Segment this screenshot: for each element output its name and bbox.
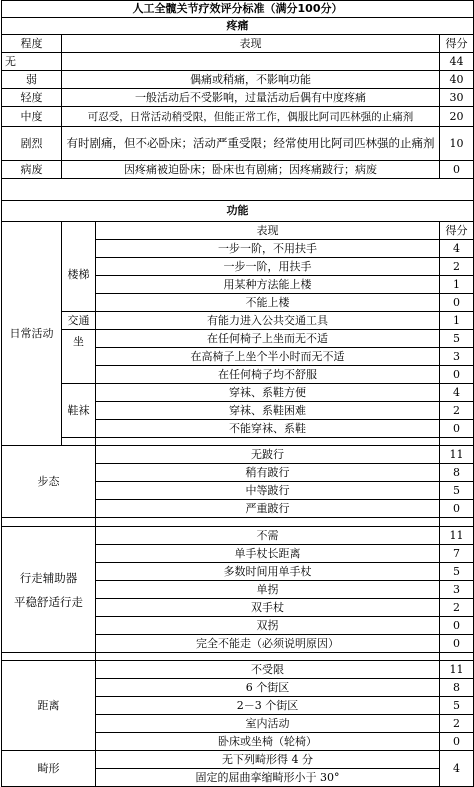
pain-score: 10	[440, 127, 474, 161]
item-desc: 固定的屈曲挛缩畸形小于 30°	[96, 769, 440, 787]
function-col-score: 得分	[440, 222, 474, 240]
gait-label: 步态	[2, 446, 96, 518]
item-desc: 穿袜、系鞋方便	[96, 384, 440, 402]
item-desc: 稍有跛行	[96, 464, 440, 482]
pain-desc: 偶痛或稍痛，不影响功能	[62, 71, 440, 89]
item-desc: 在任何椅子上坐而无不适	[96, 330, 440, 348]
deformity-label: 畸形	[2, 751, 96, 787]
item-desc: 无下列畸形得 4 分	[96, 751, 440, 769]
table-row	[2, 161, 474, 179]
item-desc: 一步一阶，用扶手	[96, 258, 440, 276]
pain-col-desc: 表现	[62, 35, 440, 53]
table-title: 人工全髋关节疗效评分标准（满分100分）	[2, 1, 474, 18]
item-desc: 穿袜、系鞋困难	[96, 402, 440, 420]
distance-label: 距离	[2, 661, 96, 751]
item-score: 5	[440, 482, 474, 500]
item-desc: 不受限	[96, 661, 440, 679]
item-desc: 不能上楼	[96, 294, 440, 312]
item-score: 7	[440, 545, 474, 563]
item-desc: 2－3 个街区	[96, 697, 440, 715]
item-desc: 6 个街区	[96, 679, 440, 697]
item-score: 5	[440, 697, 474, 715]
pain-degree: 轻度	[2, 89, 62, 107]
pain-desc	[62, 53, 440, 71]
item-score: 0	[440, 733, 474, 751]
item-score: 1	[440, 276, 474, 294]
item-desc: 一步一阶，不用扶手	[96, 240, 440, 258]
table-row	[2, 751, 474, 769]
item-score: 8	[440, 679, 474, 697]
item-desc: 中等跛行	[96, 482, 440, 500]
item-desc: 多数时间用单手杖	[96, 563, 440, 581]
pain-col-score: 得分	[440, 35, 474, 53]
item-score: 0	[440, 635, 474, 653]
pain-desc: 可忍受，日常活动稍受限，但能正常工作，偶服比阿司匹林强的止痛剂	[62, 107, 440, 127]
pain-desc: 有时剧痛，但不必卧床；活动严重受限；经常使用比阿司匹林强的止痛剂	[62, 127, 440, 161]
stairs-label: 楼梯	[62, 240, 96, 312]
table-row	[2, 127, 474, 161]
sit-label: 坐	[62, 330, 96, 384]
table-row	[2, 661, 474, 679]
item-desc: 单手杖长距离	[96, 545, 440, 563]
pain-heading: 疼痛	[2, 18, 474, 35]
item-desc: 在高椅子上坐个半小时而无不适	[96, 348, 440, 366]
item-score: 11	[440, 527, 474, 545]
pain-desc: 一般活动后不受影响，过量活动后偶有中度疼痛	[62, 89, 440, 107]
function-col-desc: 表现	[96, 222, 440, 240]
item-score: 0	[440, 366, 474, 384]
blank-row	[2, 179, 474, 201]
table-row	[2, 312, 474, 330]
item-score: 0	[440, 617, 474, 635]
pain-score: 20	[440, 107, 474, 127]
item-score: 5	[440, 563, 474, 581]
item-score: 0	[440, 294, 474, 312]
item-score: 4	[440, 384, 474, 402]
pain-degree: 弱	[2, 71, 62, 89]
steady-walk-label: 平稳舒适行走	[14, 594, 83, 609]
item-desc: 有能力进入公共交通工具	[96, 312, 440, 330]
table-row	[2, 527, 474, 545]
item-desc: 在任何椅子均不舒服	[96, 366, 440, 384]
table-row	[2, 384, 474, 402]
item-score: 11	[440, 446, 474, 464]
transport-label: 交通	[62, 312, 96, 330]
walking-aid-label: 行走辅助器	[19, 570, 78, 585]
pain-score: 0	[440, 161, 474, 179]
item-score: 8	[440, 464, 474, 482]
table-row	[2, 446, 474, 464]
item-desc: 双手杖	[96, 599, 440, 617]
item-score: 2	[440, 258, 474, 276]
item-score: 2	[440, 599, 474, 617]
hip-score-table	[1, 0, 474, 787]
item-desc: 严重跛行	[96, 500, 440, 518]
table-row	[2, 71, 474, 89]
item-desc: 不能穿袜、系鞋	[96, 420, 440, 438]
item-score: 5	[440, 330, 474, 348]
item-desc: 不需	[96, 527, 440, 545]
pain-score: 30	[440, 89, 474, 107]
table-row	[2, 89, 474, 107]
table-row	[2, 240, 474, 258]
pain-degree: 中度	[2, 107, 62, 127]
item-score: 1	[440, 312, 474, 330]
table-row	[2, 107, 474, 127]
pain-degree: 剧烈	[2, 127, 62, 161]
pain-desc: 因疼痛被迫卧床；卧床也有剧痛；因疼痛跛行；病废	[62, 161, 440, 179]
pain-score: 44	[440, 53, 474, 71]
item-desc: 单拐	[96, 581, 440, 599]
item-score: 3	[440, 581, 474, 599]
item-desc: 双拐	[96, 617, 440, 635]
item-score: 2	[440, 715, 474, 733]
item-score: 0	[440, 500, 474, 518]
shoes-label: 鞋袜	[62, 384, 96, 438]
pain-degree: 无	[2, 53, 62, 71]
item-score: 0	[440, 420, 474, 438]
function-heading: 功能	[2, 201, 474, 222]
table-row	[2, 330, 474, 348]
item-score: 4	[440, 751, 474, 787]
item-score: 4	[440, 240, 474, 258]
item-desc: 完全不能走（必须说明原因）	[96, 635, 440, 653]
item-score: 3	[440, 348, 474, 366]
table-row	[2, 53, 474, 71]
item-desc: 无跛行	[96, 446, 440, 464]
item-score: 2	[440, 402, 474, 420]
pain-col-degree: 程度	[2, 35, 62, 53]
daily-activity-label: 日常活动	[2, 222, 62, 446]
item-score: 11	[440, 661, 474, 679]
item-desc: 用某种方法能上楼	[96, 276, 440, 294]
pain-score: 40	[440, 71, 474, 89]
item-desc: 卧床或坐椅（轮椅）	[96, 733, 440, 751]
pain-degree: 病废	[2, 161, 62, 179]
item-desc: 室内活动	[96, 715, 440, 733]
